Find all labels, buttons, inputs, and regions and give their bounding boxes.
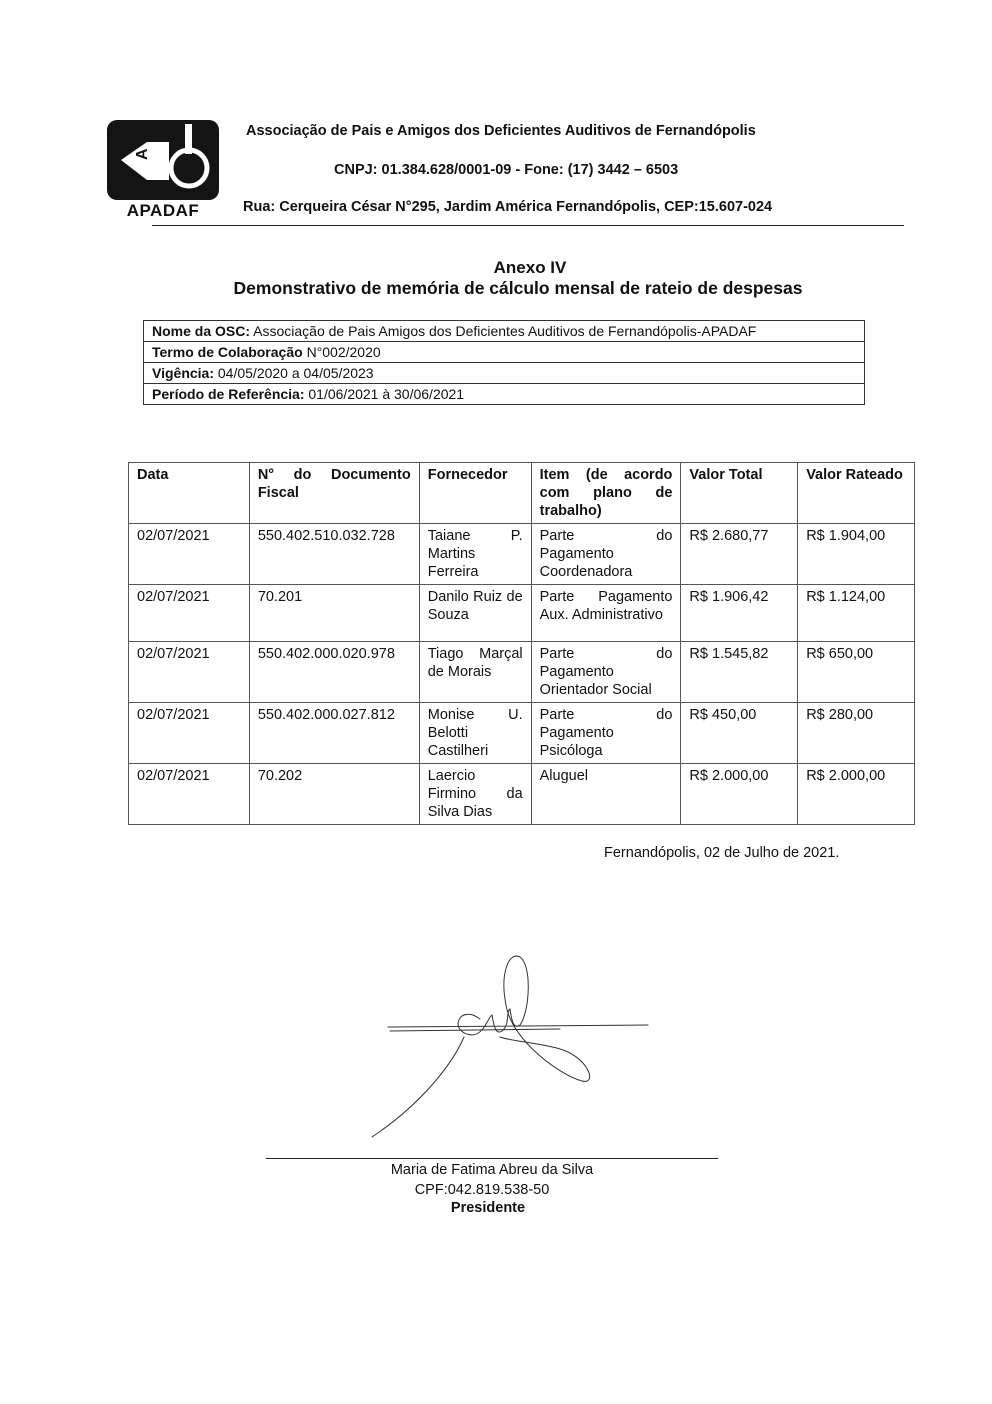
osc-label: Nome da OSC:: [152, 323, 251, 339]
document-title: Demonstrativo de memória de cálculo mensal de rateio de despesas: [233, 278, 803, 298]
table-row: [129, 524, 915, 585]
cell-total: R$ 450,00: [681, 703, 798, 764]
org-name: Associação de Pais e Amigos dos Deficientes Auditivos de Fernandópolis: [246, 123, 756, 139]
table-row: [129, 642, 915, 703]
cell-doc: 550.402.000.027.812: [249, 703, 419, 764]
osc-value: Associação de Pais Amigos dos Deficientes Auditivos de Fernandópolis-APADAF: [253, 323, 757, 339]
termo-label: Termo de Colaboração: [152, 344, 303, 360]
table-row: [129, 764, 915, 825]
col-header-valor-rateado: Valor Rateado: [798, 463, 915, 524]
cell-total: R$ 1.545,82: [681, 642, 798, 703]
annex-title: Anexo IV: [493, 258, 567, 277]
cell-fornecedor: Monise U. Belotti Castilheri: [419, 703, 531, 764]
cell-fornecedor: Taiane P. Martins Ferreira: [419, 524, 531, 585]
periodo-value: 01/06/2021 à 30/06/2021: [308, 386, 465, 402]
cell-total: R$ 2.000,00: [681, 764, 798, 825]
signer-role: Presidente: [450, 1200, 526, 1216]
signature-line: [266, 1158, 718, 1159]
signer-cpf: CPF:042.819.538-50: [414, 1182, 550, 1198]
termo-row: [144, 342, 864, 363]
vigencia-row: [144, 363, 864, 384]
cell-rateado: R$ 1.124,00: [798, 585, 915, 642]
vigencia-value: 04/05/2020 a 04/05/2023: [217, 365, 374, 381]
cell-total: R$ 2.680,77: [681, 524, 798, 585]
logo-emblem-icon: [107, 120, 219, 200]
col-header-documento: N° do Documento Fiscal: [249, 463, 419, 524]
cell-rateado: R$ 280,00: [798, 703, 915, 764]
cell-data: 02/07/2021: [129, 764, 250, 825]
cell-doc: 550.402.000.020.978: [249, 642, 419, 703]
address: Rua: Cerqueira César N°295, Jardim América Fernandópolis, CEP:15.607-024: [243, 199, 773, 215]
cell-item: Parte do Pagamento Orientador Social: [531, 642, 681, 703]
col-header-valor-total: Valor Total: [681, 463, 798, 524]
logo-text: APADAF: [126, 201, 200, 220]
periodo-label: Período de Referência:: [152, 386, 305, 402]
table-row: [129, 585, 915, 642]
cell-doc: 70.201: [249, 585, 419, 642]
vigencia-label: Vigência:: [152, 365, 214, 381]
cell-rateado: R$ 2.000,00: [798, 764, 915, 825]
cell-doc: 550.402.510.032.728: [249, 524, 419, 585]
table-header-row: [129, 463, 915, 524]
signer-name: Maria de Fatima Abreu da Silva: [390, 1162, 594, 1178]
cell-rateado: R$ 1.904,00: [798, 524, 915, 585]
cell-item: Aluguel: [531, 764, 681, 825]
col-header-data: Data: [129, 463, 250, 524]
expense-table: [128, 462, 915, 825]
cell-fornecedor: Laercio Firmino da Silva Dias: [419, 764, 531, 825]
col-header-fornecedor: Fornecedor: [419, 463, 531, 524]
periodo-row: [144, 384, 864, 405]
cell-data: 02/07/2021: [129, 585, 250, 642]
svg-text:A: A: [134, 148, 151, 160]
osc-name-row: [144, 321, 864, 342]
cell-total: R$ 1.906,42: [681, 585, 798, 642]
cell-data: 02/07/2021: [129, 642, 250, 703]
cnpj-phone: CNPJ: 01.384.628/0001-09 - Fone: (17) 3442 – 6503: [334, 162, 679, 178]
cell-fornecedor: Tiago Marçal de Morais: [419, 642, 531, 703]
place-date: Fernandópolis, 02 de Julho de 2021.: [604, 845, 840, 861]
cell-fornecedor: Danilo Ruiz de Souza: [419, 585, 531, 642]
cell-rateado: R$ 650,00: [798, 642, 915, 703]
cell-item: Parte do Pagamento Coordenadora: [531, 524, 681, 585]
apadaf-logo: [107, 120, 219, 200]
termo-value: N°002/2020: [306, 344, 381, 360]
cell-item: Parte do Pagamento Psicóloga: [531, 703, 681, 764]
table-row: [129, 703, 915, 764]
cell-item: Parte Pagamento Aux. Administrativo: [531, 585, 681, 642]
handwritten-signature-icon: [360, 945, 660, 1145]
cell-doc: 70.202: [249, 764, 419, 825]
cell-data: 02/07/2021: [129, 703, 250, 764]
header-divider: [152, 225, 904, 226]
osc-info-box: [143, 320, 865, 405]
cell-data: 02/07/2021: [129, 524, 250, 585]
col-header-item: Item (de acordo com plano de trabalho): [531, 463, 681, 524]
